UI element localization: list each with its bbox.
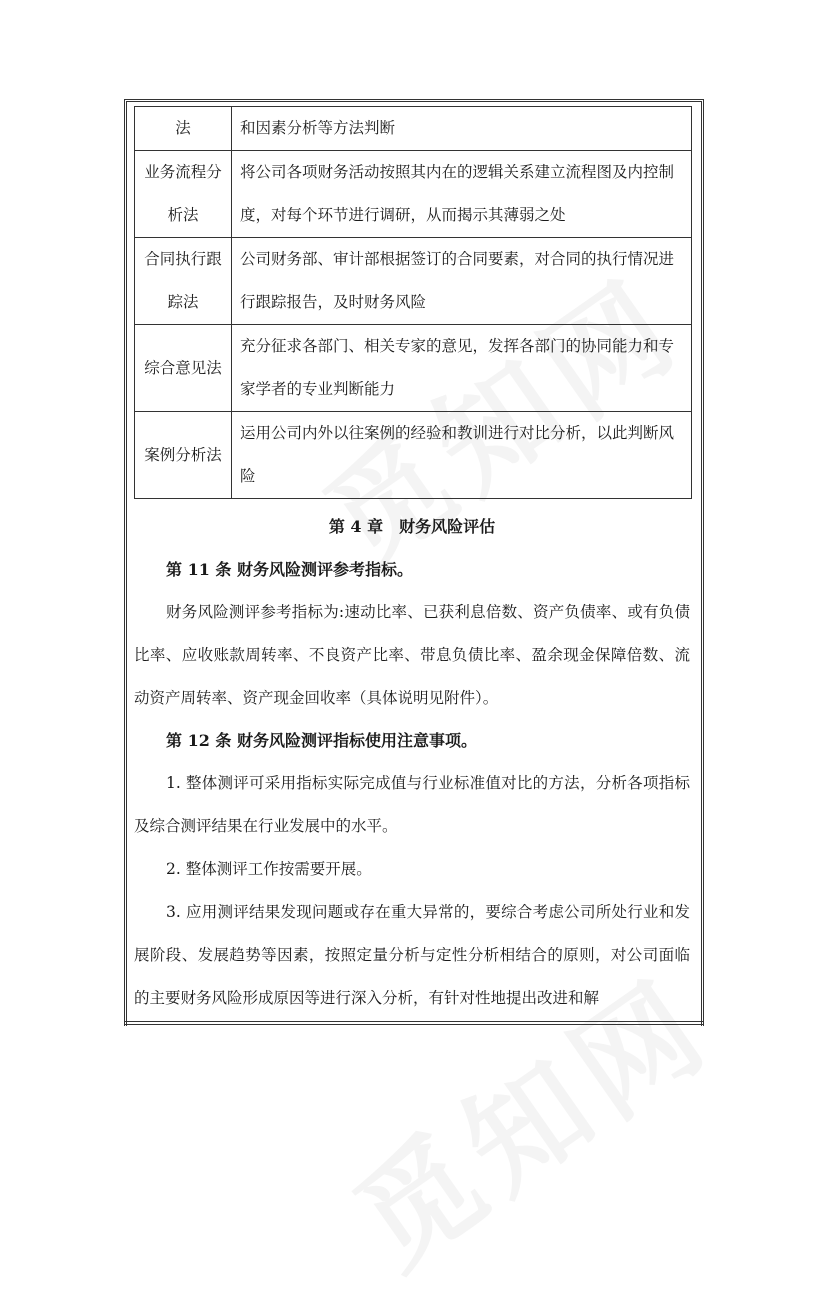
- document-body: [134, 505, 690, 1020]
- article-11-title: 第 11 条 财务风险测评参考指标。: [166, 560, 413, 579]
- article-12-item: 2. 整体测评工作按需要开展。: [166, 860, 372, 878]
- page-frame-bottom-rule: [124, 1021, 704, 1025]
- chapter-heading: 第 4 章 财务风险评估: [328, 517, 496, 536]
- method-name-cell: 业务流程分析法: [135, 151, 232, 238]
- table-row: [135, 412, 692, 499]
- method-name-cell: 合同执行跟踪法: [135, 238, 232, 325]
- method-desc-cell: 运用公司内外以往案例的经验和教训进行对比分析，以此判断风险: [232, 412, 692, 499]
- article-12-item: 1. 整体测评可采用指标实际完成值与行业标准值对比的方法，分析各项指标及综合测评结果在行业发展中的水平。: [134, 774, 690, 835]
- article-12-item: 3. 应用测评结果发现问题或存在重大异常的，要综合考虑公司所处行业和发展阶段、发展趋势等因素，按照定量分析与定性分析相结合的原则，对公司面临的主要财务风险形成原因等进行深入分析，有针对性地提出改进和解: [134, 903, 690, 1007]
- article-12-title: 第 12 条 财务风险测评指标使用注意事项。: [166, 731, 477, 750]
- method-desc-cell: 充分征求各部门、相关专家的意见，发挥各部门的协同能力和专家学者的专业判断能力: [232, 325, 692, 412]
- method-desc-cell: 将公司各项财务活动按照其内在的逻辑关系建立流程图及内控制度，对每个环节进行调研，从而揭示其薄弱之处: [232, 151, 692, 238]
- risk-identification-method-table: [134, 106, 692, 499]
- method-name-cell: 案例分析法: [135, 412, 232, 499]
- article-11-body: 财务风险测评参考指标为:速动比率、已获利息倍数、资产负债率、或有负债比率、应收账款周转率、不良资产比率、带息负债比率、盈余现金保障倍数、流动资产周转率、资产现金回收率（具体说明见附件）。: [134, 603, 690, 707]
- method-desc-cell: 公司财务部、审计部根据签订的合同要素，对合同的执行情况进行跟踪报告，及时财务风险: [232, 238, 692, 325]
- method-name-cell: 法: [135, 107, 232, 151]
- method-desc-cell: 和因素分析等方法判断: [232, 107, 692, 151]
- method-name-cell: 综合意见法: [135, 325, 232, 412]
- table-row: [135, 151, 692, 238]
- table-row: [135, 325, 692, 412]
- table-row: [135, 107, 692, 151]
- table-row: [135, 238, 692, 325]
